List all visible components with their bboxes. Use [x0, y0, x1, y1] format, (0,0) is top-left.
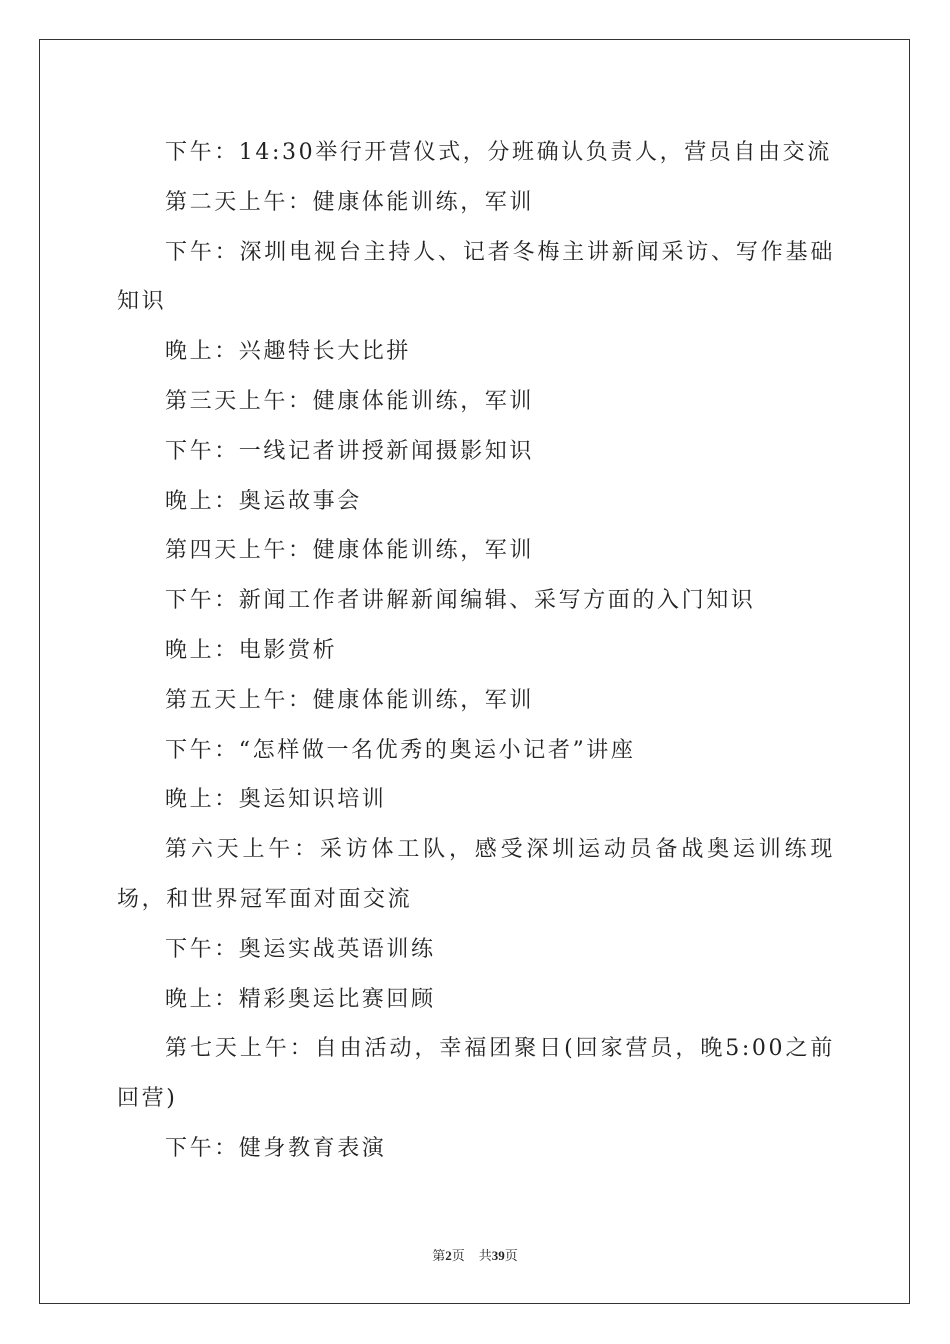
- paragraph: 第四天上午：健康体能训练，军训: [165, 538, 535, 564]
- document-body: [117, 128, 835, 1174]
- paragraph: 晚上：精彩奥运比赛回顾: [165, 986, 436, 1012]
- page-prefix: 第: [432, 1249, 446, 1264]
- paragraph: 晚上：兴趣特长大比拼: [165, 339, 412, 365]
- paragraph: 下午：一线记者讲授新闻摄影知识: [165, 438, 535, 464]
- page-number: 2: [445, 1248, 452, 1263]
- paragraph: 第七天上午：自由活动，幸福团聚日(回家营员，晚5:00之前回营): [117, 1036, 835, 1112]
- page-suffix: 页: [451, 1249, 465, 1264]
- total-suffix: 页: [504, 1249, 518, 1264]
- paragraph: 第二天上午：健康体能训练，军训: [165, 189, 535, 215]
- paragraph: 下午：新闻工作者讲解新闻编辑、采写方面的入门知识: [165, 588, 756, 614]
- page-indicator: [432, 1249, 465, 1264]
- paragraph: 晚上：奥运故事会: [165, 488, 362, 514]
- paragraph: 晚上：奥运知识培训: [165, 787, 387, 813]
- paragraph: 下午：14:30举行开营仪式，分班确认负责人，营员自由交流: [165, 140, 832, 165]
- paragraph: 下午：“怎样做一名优秀的奥运小记者”讲座: [165, 737, 636, 763]
- paragraph: 第六天上午：采访体工队，感受深圳运动员备战奥运训练现场，和世界冠军面对面交流: [117, 837, 835, 912]
- paragraph: 下午：奥运实战英语训练: [165, 936, 436, 962]
- paragraph: 下午：健身教育表演: [165, 1135, 387, 1161]
- total-pages: 39: [491, 1248, 505, 1263]
- total-pages-indicator: [479, 1249, 518, 1264]
- page-footer: [0, 1247, 950, 1266]
- paragraph: 第五天上午：健康体能训练，军训: [165, 687, 535, 713]
- paragraph: 下午：深圳电视台主持人、记者冬梅主讲新闻采访、写作基础知识: [117, 239, 835, 315]
- paragraph: 晚上：电影赏析: [165, 637, 338, 663]
- total-prefix: 共: [478, 1249, 492, 1264]
- paragraph: 第三天上午：健康体能训练，军训: [165, 388, 535, 414]
